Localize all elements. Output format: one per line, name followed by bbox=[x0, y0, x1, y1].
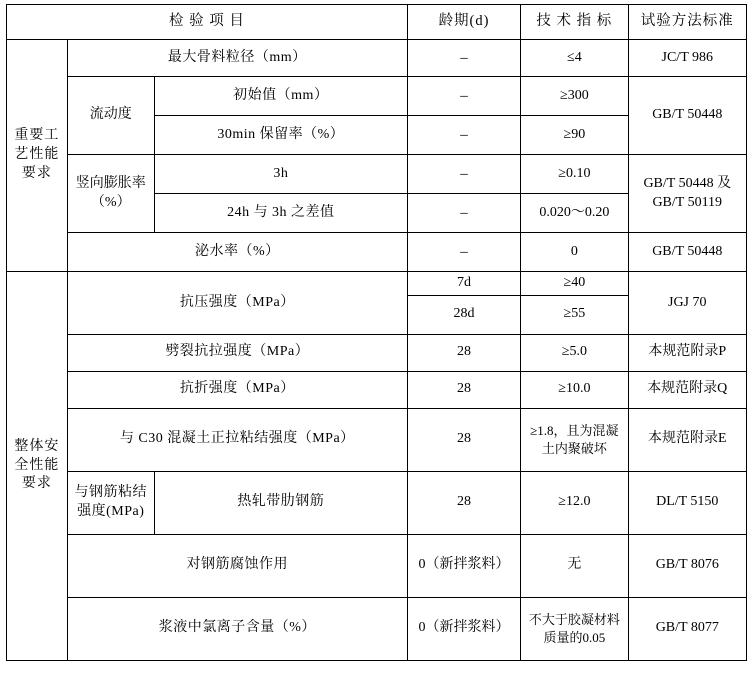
standard-value: GB/T 8077 bbox=[628, 597, 746, 660]
standard-value: GB/T 50448 bbox=[628, 233, 746, 272]
age-value: – bbox=[407, 40, 520, 77]
table-row bbox=[7, 233, 747, 272]
age-value: 28 bbox=[407, 471, 520, 534]
standard-value: 本规范附录E bbox=[628, 408, 746, 471]
item-rebar-bond-strength: 与钢筋粘结强度(MPa) bbox=[67, 471, 154, 534]
age-value: – bbox=[407, 116, 520, 155]
subgroup-vertical-expansion: 竖向膨胀率（%） bbox=[67, 155, 154, 233]
age-value: – bbox=[407, 233, 520, 272]
table-header-row bbox=[7, 5, 747, 40]
header-spec: 技 术 指 标 bbox=[521, 5, 628, 40]
spec-value: 不大于胶凝材料质量的0.05 bbox=[521, 597, 628, 660]
age-value: 28 bbox=[407, 371, 520, 408]
subgroup-fluidity: 流动度 bbox=[67, 77, 154, 155]
header-age: 龄期(d) bbox=[407, 5, 520, 40]
item-diff-24h-3h: 24h 与 3h 之差值 bbox=[154, 194, 407, 233]
item-hot-rolled-ribbed-bar: 热轧带肋钢筋 bbox=[154, 471, 407, 534]
standard-value: 本规范附录Q bbox=[628, 371, 746, 408]
group-label-process: 重要工艺性能要求 bbox=[7, 40, 68, 272]
age-value: – bbox=[407, 194, 520, 233]
table-row bbox=[7, 155, 747, 194]
spec-value: ≥12.0 bbox=[521, 471, 628, 534]
standard-value: GB/T 50448 bbox=[628, 77, 746, 155]
spec-value: ≥55 bbox=[521, 295, 628, 334]
spec-value: ≤4 bbox=[521, 40, 628, 77]
spec-value: 0.020～0.20 bbox=[521, 194, 628, 233]
table-row bbox=[7, 471, 747, 534]
group-label-safety: 整体安全性能要求 bbox=[7, 272, 68, 661]
item-splitting-tensile: 劈裂抗拉强度（MPa） bbox=[67, 334, 407, 371]
item-compressive-strength: 抗压强度（MPa） bbox=[67, 272, 407, 335]
table-row bbox=[7, 334, 747, 371]
age-value: 28d bbox=[407, 295, 520, 334]
standard-value: JGJ 70 bbox=[628, 272, 746, 335]
age-value: 28 bbox=[407, 408, 520, 471]
item-rebar-corrosion: 对钢筋腐蚀作用 bbox=[67, 534, 407, 597]
age-value: – bbox=[407, 155, 520, 194]
header-standard: 试验方法标准 bbox=[628, 5, 746, 40]
age-value: 0（新拌浆料） bbox=[407, 597, 520, 660]
item-bond-strength-c30: 与 C30 混凝土正拉粘结强度（MPa） bbox=[67, 408, 407, 471]
item-flexural-strength: 抗折强度（MPa） bbox=[67, 371, 407, 408]
item-chloride-content: 浆液中氯离子含量（%） bbox=[67, 597, 407, 660]
spec-value: ≥5.0 bbox=[521, 334, 628, 371]
item-bleeding-rate: 泌水率（%） bbox=[67, 233, 407, 272]
standard-value: JC/T 986 bbox=[628, 40, 746, 77]
standard-value: DL/T 5150 bbox=[628, 471, 746, 534]
table-row bbox=[7, 272, 747, 296]
age-value: 7d bbox=[407, 272, 520, 296]
spec-value: ≥300 bbox=[521, 77, 628, 116]
spec-value: 无 bbox=[521, 534, 628, 597]
specification-table bbox=[6, 4, 747, 661]
item-3h: 3h bbox=[154, 155, 407, 194]
standard-value: 本规范附录P bbox=[628, 334, 746, 371]
table-row bbox=[7, 77, 747, 116]
spec-value: ≥10.0 bbox=[521, 371, 628, 408]
table-row bbox=[7, 371, 747, 408]
spec-value: ≥1.8，且为混凝土内聚破坏 bbox=[521, 408, 628, 471]
spec-value: ≥40 bbox=[521, 272, 628, 296]
table-row bbox=[7, 408, 747, 471]
table-row bbox=[7, 40, 747, 77]
document-page bbox=[0, 4, 753, 694]
item-max-aggregate: 最大骨料粒径（mm） bbox=[67, 40, 407, 77]
item-initial-value: 初始值（mm） bbox=[154, 77, 407, 116]
table-row bbox=[7, 597, 747, 660]
table-row bbox=[7, 534, 747, 597]
age-value: 28 bbox=[407, 334, 520, 371]
age-value: 0（新拌浆料） bbox=[407, 534, 520, 597]
spec-value: 0 bbox=[521, 233, 628, 272]
item-retention-30min: 30min 保留率（%） bbox=[154, 116, 407, 155]
spec-value: ≥0.10 bbox=[521, 155, 628, 194]
spec-value: ≥90 bbox=[521, 116, 628, 155]
age-value: – bbox=[407, 77, 520, 116]
header-item: 检 验 项 目 bbox=[7, 5, 408, 40]
standard-value: GB/T 8076 bbox=[628, 534, 746, 597]
standard-value: GB/T 50448 及 GB/T 50119 bbox=[628, 155, 746, 233]
